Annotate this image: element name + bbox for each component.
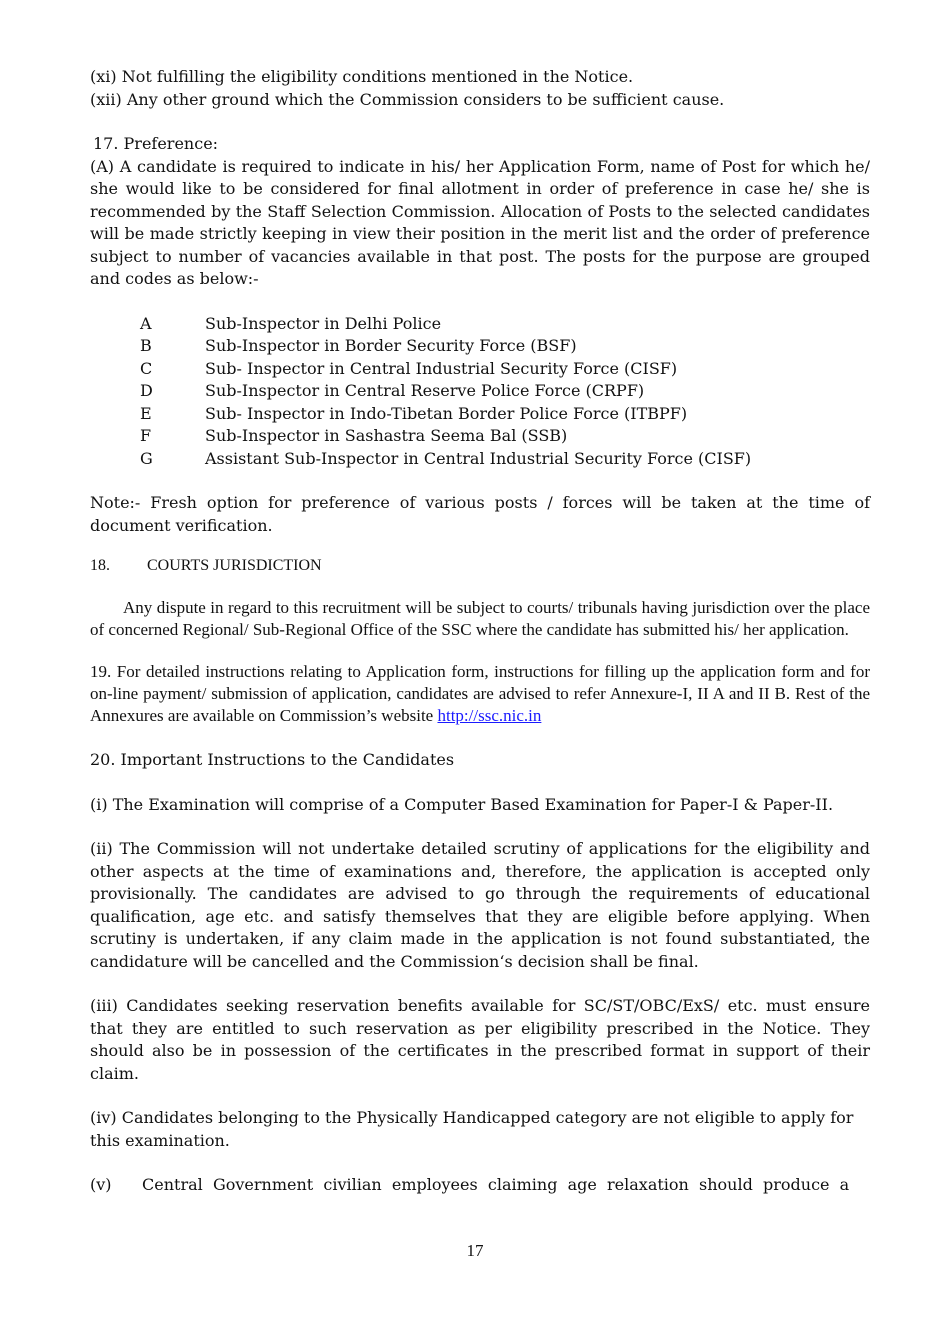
section-20-heading: 20. Important Instructions to the Candidates [90, 750, 455, 769]
page-number: 17 [466, 1241, 484, 1260]
post-name: Sub- Inspector in Central Industrial Security Force (CISF) [205, 358, 678, 378]
post-name: Sub-Inspector in Border Security Force (BSF) [205, 336, 577, 355]
section-18-title: COURTS JURISDICTION [147, 557, 322, 574]
post-name: Sub- Inspector in Indo-Tibetan Border Police Force (ITBPF) [205, 403, 688, 423]
instruction-ii: (ii) The Commission will not undertake detailed scrutiny of applications for the eligibility and other aspects at the time of examinations and, therefore, the application is accepted only provisionally. The candidates are advised to go through the requirements of educational qualification, age etc. and satisfy themselves that they are eligible before applying. When scrutiny is undertaken, if any claim made in the application is not found substantiated, the candidature will be cancelled and the Commission‘s decision shall be final. [90, 839, 870, 971]
post-item [140, 448, 870, 471]
post-item [140, 380, 870, 403]
post-name: Sub-Inspector in Central Reserve Police Force (CRPF) [205, 381, 645, 400]
post-code: C [140, 358, 153, 378]
post-code: E [140, 403, 152, 423]
instruction-v: (v) Central Government civilian employees claiming age relaxation should produce a [90, 1175, 850, 1194]
post-code: D [140, 381, 153, 400]
post-item [140, 358, 870, 381]
post-code: A [140, 313, 152, 333]
post-code: G [140, 448, 153, 468]
clause-xi: (xi) Not fulfilling the eligibility conditions mentioned in the Notice. [90, 67, 634, 86]
post-name: Sub-Inspector in Delhi Police [205, 313, 442, 333]
section-19-paragraph [90, 661, 870, 727]
section-17-heading: 17. Preference: [93, 134, 219, 153]
clause-xii: (xii) Any other ground which the Commission considers to be sufficient cause. [90, 89, 725, 109]
post-item [140, 403, 870, 426]
post-item [140, 335, 870, 358]
post-item [140, 313, 870, 336]
post-item [140, 425, 870, 448]
instruction-i: (i) The Examination will comprise of a Computer Based Examination for Paper-I & Paper-II. [90, 794, 834, 814]
preference-note: Note:- Fresh option for preference of various posts / forces will be taken at the time of document verification. [90, 493, 870, 535]
ssc-website-link[interactable]: http://ssc.nic.in [437, 706, 542, 725]
document-page [90, 66, 870, 1197]
instruction-iv: (iv) Candidates belonging to the Physically Handicapped category are not eligible to apply for this examination. [90, 1108, 854, 1150]
instruction-iii: (iii) Candidates seeking reservation benefits available for SC/ST/OBC/ExS/ etc. must ensure that they are entitled to such reservation as per eligibility prescribed in the Notice. They should also be in possession of the certificates in the prescribed format in support of their claim. [90, 996, 870, 1083]
section-18-paragraph: Any dispute in regard to this recruitment will be subject to courts/ tribunals having jurisdiction over the place of concerned Regional/ Sub-Regional Office of the SSC where the candidate has submitted his/ her application. [90, 598, 870, 639]
post-preference-list [140, 313, 870, 471]
section-19-text: 19. For detailed instructions relating to Application form, instructions for filling up the application form and for on-line payment/ submission of application, candidates are advised to refer Annexure-I, II A and II B. Rest of the Annexures are available on Commission’s website [90, 662, 870, 725]
post-code: F [140, 426, 152, 445]
section-18-number: 18. [90, 557, 110, 574]
post-name: Sub-Inspector in Sashastra Seema Bal (SSB) [205, 426, 568, 445]
section-18-heading [90, 555, 870, 577]
post-code: B [140, 336, 152, 355]
post-name: Assistant Sub-Inspector in Central Industrial Security Force (CISF) [205, 448, 752, 468]
section-17-paragraph: (A) A candidate is required to indicate in his/ her Application Form, name of Post for which he/ she would like to be considered for final allotment in order of preference in case he/ she is recommended by the Staff Selection Commission. Allocation of Posts to the selected candidates will be made strictly keeping in view their position in the merit list and the order of preference subject to number of vacancies available in that post. The posts for the purpose are grouped and codes as below:- [90, 156, 870, 288]
